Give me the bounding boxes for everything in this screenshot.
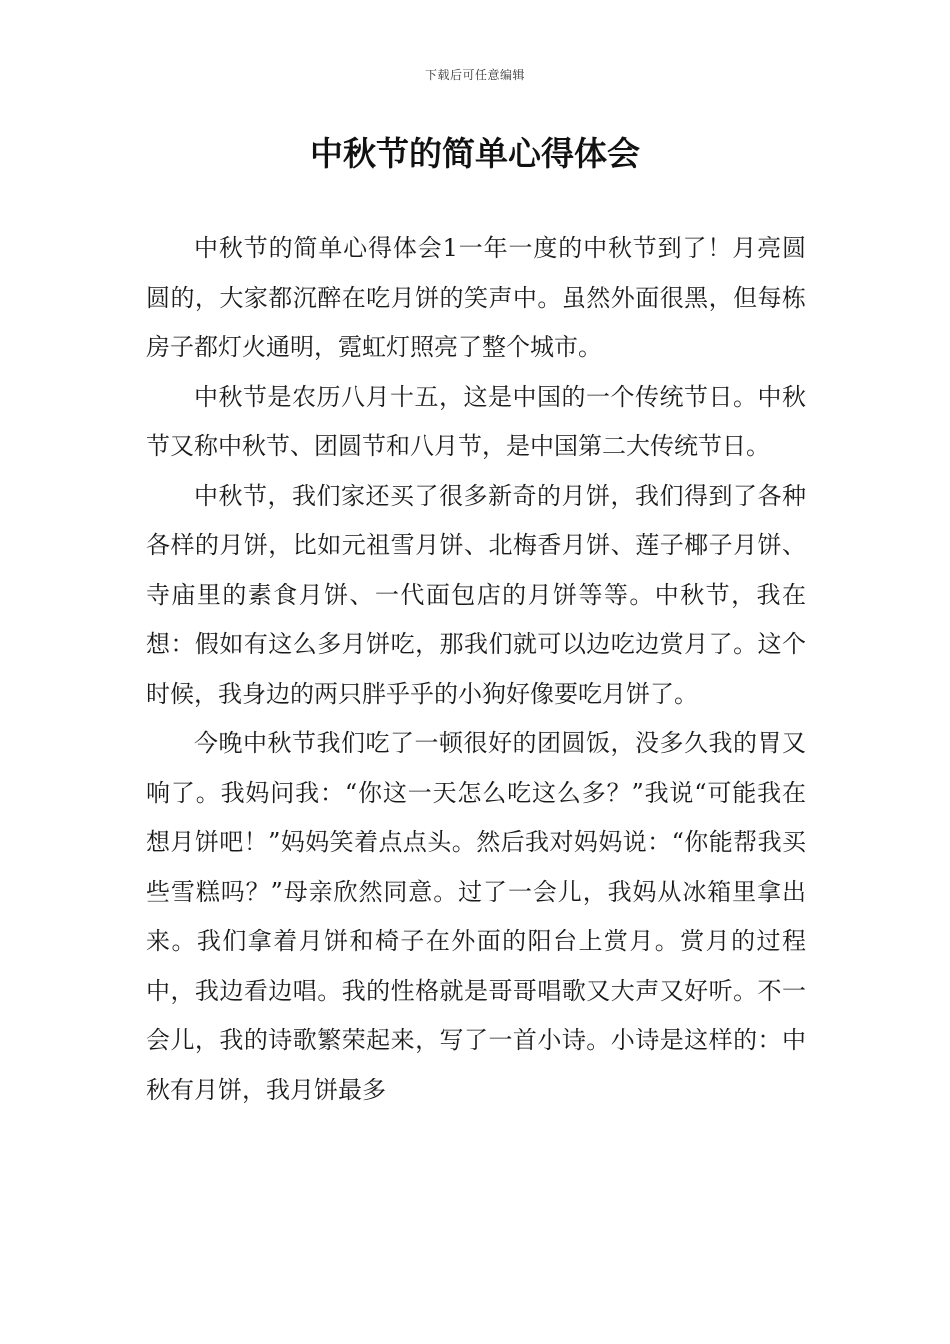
header-note: 下载后可任意编辑 [424, 68, 525, 82]
paragraph-4: 今晚中秋节我们吃了一顿很好的团圆饭，没多久我的胃又响了。我妈问我：“你这一天怎么吃这么多？”我说“可能我在想月饼吧！”妈妈笑着点点头。然后我对妈妈说：“你能帮我买些雪糕吗？”母亲欣然同意。过了一会儿，我妈从冰箱里拿出来。我们拿着月饼和椅子在外面的阳台上赏月。赏月的过程中，我边看边唱。我的性格就是哥哥唱歌又大声又好听。不一会儿，我的诗歌繁荣起来，写了一首小诗。小诗是这样的：中秋有月饼，我月饼最多 [146, 729, 806, 1104]
document-body [146, 224, 806, 1115]
paragraph-1: 中秋节的简单心得体会1一年一度的中秋节到了！月亮圆圆的，大家都沉醉在吃月饼的笑声中。虽然外面很黑，但每栋房子都灯火通明，霓虹灯照亮了整个城市。 [146, 234, 806, 361]
paragraph-2: 中秋节是农历八月十五，这是中国的一个传统节日。中秋节又称中秋节、团圆节和八月节，是中国第二大传统节日。 [146, 382, 806, 460]
document-title: 中秋节的简单心得体会 [310, 134, 640, 173]
paragraph-3: 中秋节，我们家还买了很多新奇的月饼，我们得到了各种各样的月饼，比如元祖雪月饼、北梅香月饼、莲子椰子月饼、寺庙里的素食月饼、一代面包店的月饼等等。中秋节，我在想：假如有这么多月饼吃，那我们就可以边吃边赏月了。这个时候，我身边的两只胖乎乎的小狗好像要吃月饼了。 [146, 481, 806, 708]
